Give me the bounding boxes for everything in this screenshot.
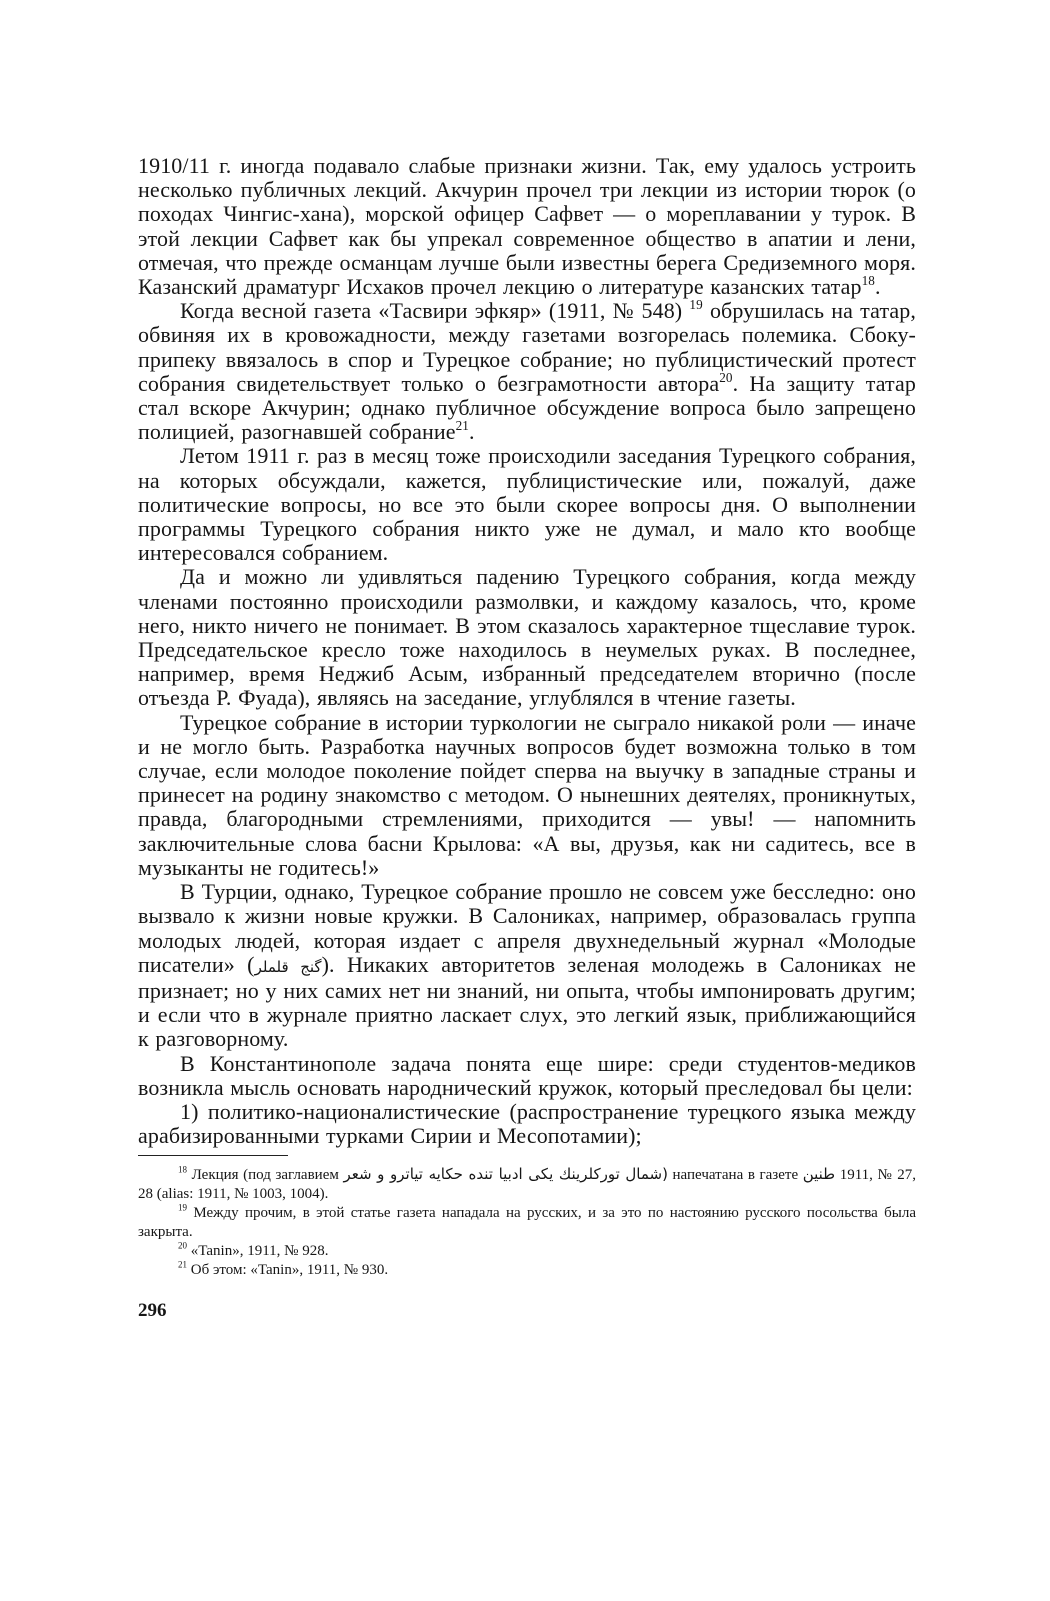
paragraph — [138, 444, 916, 565]
text-run: ). Никаких авторитетов зеленая молодежь в Салониках не признает; но у них самих нет ни знаний, ни опыта, чтобы импонировать другим; и если что в журнале приятно ласкает слух, это легкий язык, приближающийся к разговорному. — [138, 951, 916, 1052]
text-run: 1911, № 27, 28 (alias: 1911, № 1003, 1004). — [138, 1167, 916, 1203]
footnote-ref: 20 — [719, 369, 733, 385]
paragraph — [138, 1100, 916, 1148]
footnote-ref: 19 — [689, 296, 703, 312]
text-run: Когда весной газета «Тасвири эфкяр» (1911, № 548) — [180, 298, 690, 324]
text-run: Между прочим, в этой статье газета нападала на русских, и за это по настоянию русского посольства была закрыта. — [138, 1205, 916, 1241]
paragraph — [138, 296, 917, 445]
footnote — [138, 1242, 916, 1261]
page-number: 296 — [138, 1300, 167, 1322]
body-text — [138, 154, 916, 1148]
document-page — [138, 154, 916, 1322]
text-run: 1) политико-националистические (распространение турецкого языка между арабизированными турками Сирии и Месопотамии); — [138, 1098, 916, 1149]
footnote-ref: 20 — [178, 1241, 187, 1252]
arabic-text: (شمال توركلرينك يكى ادبيا تنده حكايه تياترو و شعر — [343, 1165, 668, 1184]
footnote-ref: 18 — [178, 1165, 187, 1176]
text-run: В Константинополе задача понята еще шире: среди студентов-медиков возникла мысль основать народнический кружок, который преследовал бы цели: — [138, 1050, 916, 1100]
paragraph — [138, 154, 916, 299]
footnote-divider — [138, 1155, 288, 1156]
arabic-text: گنج قلملر — [254, 957, 322, 976]
paragraph — [138, 565, 916, 710]
footnote — [138, 1261, 916, 1280]
footnote — [138, 1204, 916, 1242]
text-run: Да и можно ли удивляться падению Турецкого собрания, когда между членами постоянно происходили размолвки, и каждому казалось, что, кроме него, никто ничего не понимает. В этом сказалось характерное тщеславие турок. Председательское кресло тоже находилось в неумелых руках. В последнее, например, время Неджиб Асым, избранный председателем вторично (после отъезда Р. Фуада), являясь на заседание, углублялся в чтение газеты. — [138, 564, 916, 711]
footnote — [138, 1165, 916, 1204]
text-run: обрушилась на татар, обвиняя их в кровожадности, между газетами возгорелась полемика. Сбоку-припеку ввязалось в спор и Турецкое собрание; но публицистический протест собрания свидетельствует только о безграмотности автора — [138, 298, 916, 396]
text-run: . — [469, 419, 475, 445]
text-run: напечатана в газете — [667, 1167, 803, 1184]
text-run: . На защиту татар стал вскоре Акчурин; однако публичное обсуждение вопроса было запрещено полицией, разогнавшей собрание — [138, 370, 917, 445]
paragraph — [138, 880, 916, 1051]
footnote-ref: 21 — [178, 1260, 187, 1271]
text-run: 1910/11 г. иногда подавало слабые признаки жизни. Так, ему удалось устроить несколько публичных лекций. Акчурин прочел три лекции из истории тюрок (о походах Чингис-хана), морской офицер Сафвет — о мореплавании у турок. В этой лекции Сафвет как бы упрекал современное общество в апатии и лени, отмечая, что прежде османцам лучше были известны берега Средиземного моря. Казанский драматург Исхаков прочел лекцию о литературе казанских татар — [138, 153, 916, 300]
text-run: «Tanin», 1911, № 928. — [187, 1243, 329, 1260]
footnote-ref: 21 — [455, 418, 469, 433]
text-run: Турецкое собрание в истории туркологии не сыграло никакой роли — иначе и не могло быть. Разработка научных вопросов будет возможна только в том случае, если молодое поколение пойдет сперва на выучку в западные страны и принесет на родину знакомство с методом. О нынешних деятелях, проникнутых, правда, благородными стремлениями, приходится — увы! — напомнить заключительные слова басни Крылова: «А вы, друзья, как ни садитесь, все в музыканты не годитесь!» — [138, 709, 916, 880]
footnote-ref: 19 — [178, 1203, 187, 1214]
arabic-text: طنين — [802, 1165, 836, 1184]
paragraph — [138, 711, 916, 880]
footnotes — [138, 1165, 916, 1280]
text-run: Лекция (под заглавием — [187, 1167, 344, 1184]
text-run: Об этом: «Tanin», 1911, № 930. — [187, 1262, 389, 1279]
text-run: . — [874, 274, 881, 300]
paragraph — [138, 1052, 916, 1100]
text-run: Летом 1911 г. раз в месяц тоже происходили заседания Турецкого собрания, на которых обсуждали, кажется, публицистические или, пожалуй, даже политические вопросы, но все это были скорее вопросы дня. О выполнении программы Турецкого собрания никто уже не думал, и мало кто вообще интересовался собранием. — [138, 443, 916, 566]
footnote-ref: 18 — [861, 272, 875, 288]
text-run: В Турции, однако, Турецкое собрание прошло не совсем уже бесследно: оно вызвало к жизни новые кружки. В Салониках, например, образовалась группа молодых людей, которая издает с апреля двухнедельный журнал «Молодые писатели» ( — [138, 879, 916, 977]
